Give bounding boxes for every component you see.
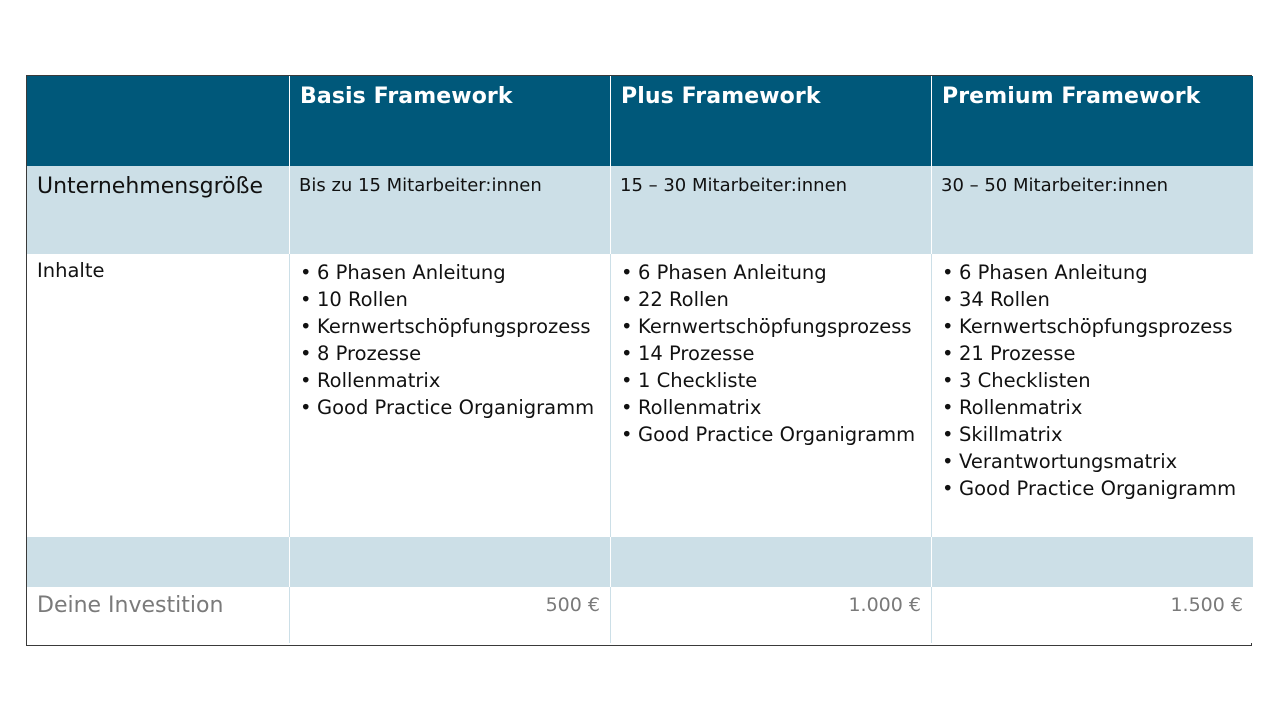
list-item: • Rollenmatrix	[300, 367, 610, 394]
company-size-basis: Bis zu 15 Mitarbeiter:innen	[289, 166, 610, 254]
list-item: • Rollenmatrix	[942, 394, 1253, 421]
spacer-cell	[289, 537, 610, 587]
list-item: • 22 Rollen	[621, 286, 931, 313]
pricing-table	[26, 75, 1252, 646]
list-item: • Rollenmatrix	[621, 394, 931, 421]
list-item: • 10 Rollen	[300, 286, 610, 313]
row-label-investment: Deine Investition	[37, 593, 224, 618]
row-label-company-size: Unternehmensgröße	[27, 166, 289, 254]
price-premium: 1.500 €	[931, 587, 1253, 643]
list-item: • 14 Prozesse	[621, 340, 931, 367]
list-item: • Good Practice Organigramm	[621, 421, 931, 448]
list-item: • 1 Checkliste	[621, 367, 931, 394]
header-cell-empty	[27, 76, 289, 166]
header-basis-framework: Basis Framework	[289, 76, 610, 166]
list-item: • 6 Phasen Anleitung	[942, 259, 1253, 286]
spacer-cell	[27, 537, 289, 587]
contents-basis	[289, 254, 610, 537]
list-item: • 8 Prozesse	[300, 340, 610, 367]
price-basis: 500 €	[289, 587, 610, 643]
contents-list-premium	[942, 259, 1253, 502]
list-item: • 6 Phasen Anleitung	[621, 259, 931, 286]
list-item: • Skillmatrix	[942, 421, 1253, 448]
list-item: • Verantwortungsmatrix	[942, 448, 1253, 475]
list-item: • 34 Rollen	[942, 286, 1253, 313]
list-item: • Good Practice Organigramm	[300, 394, 610, 421]
list-item: • Kernwertschöpfungsprozess	[942, 313, 1253, 340]
header-premium-framework: Premium Framework	[931, 76, 1253, 166]
contents-list-plus	[621, 259, 931, 448]
header-plus-framework: Plus Framework	[610, 76, 931, 166]
contents-premium	[931, 254, 1253, 537]
company-size-plus: 15 – 30 Mitarbeiter:innen	[610, 166, 931, 254]
list-item: • 6 Phasen Anleitung	[300, 259, 610, 286]
row-label-contents: Inhalte	[27, 254, 289, 537]
company-size-premium: 30 – 50 Mitarbeiter:innen	[931, 166, 1253, 254]
list-item: • Kernwertschöpfungsprozess	[300, 313, 610, 340]
spacer-cell	[610, 537, 931, 587]
price-plus: 1.000 €	[610, 587, 931, 643]
list-item: • Good Practice Organigramm	[942, 475, 1253, 502]
contents-list-basis	[300, 259, 610, 421]
list-item: • Kernwertschöpfungsprozess	[621, 313, 931, 340]
list-item: • 3 Checklisten	[942, 367, 1253, 394]
contents-plus	[610, 254, 931, 537]
list-item: • 21 Prozesse	[942, 340, 1253, 367]
spacer-cell	[931, 537, 1253, 587]
